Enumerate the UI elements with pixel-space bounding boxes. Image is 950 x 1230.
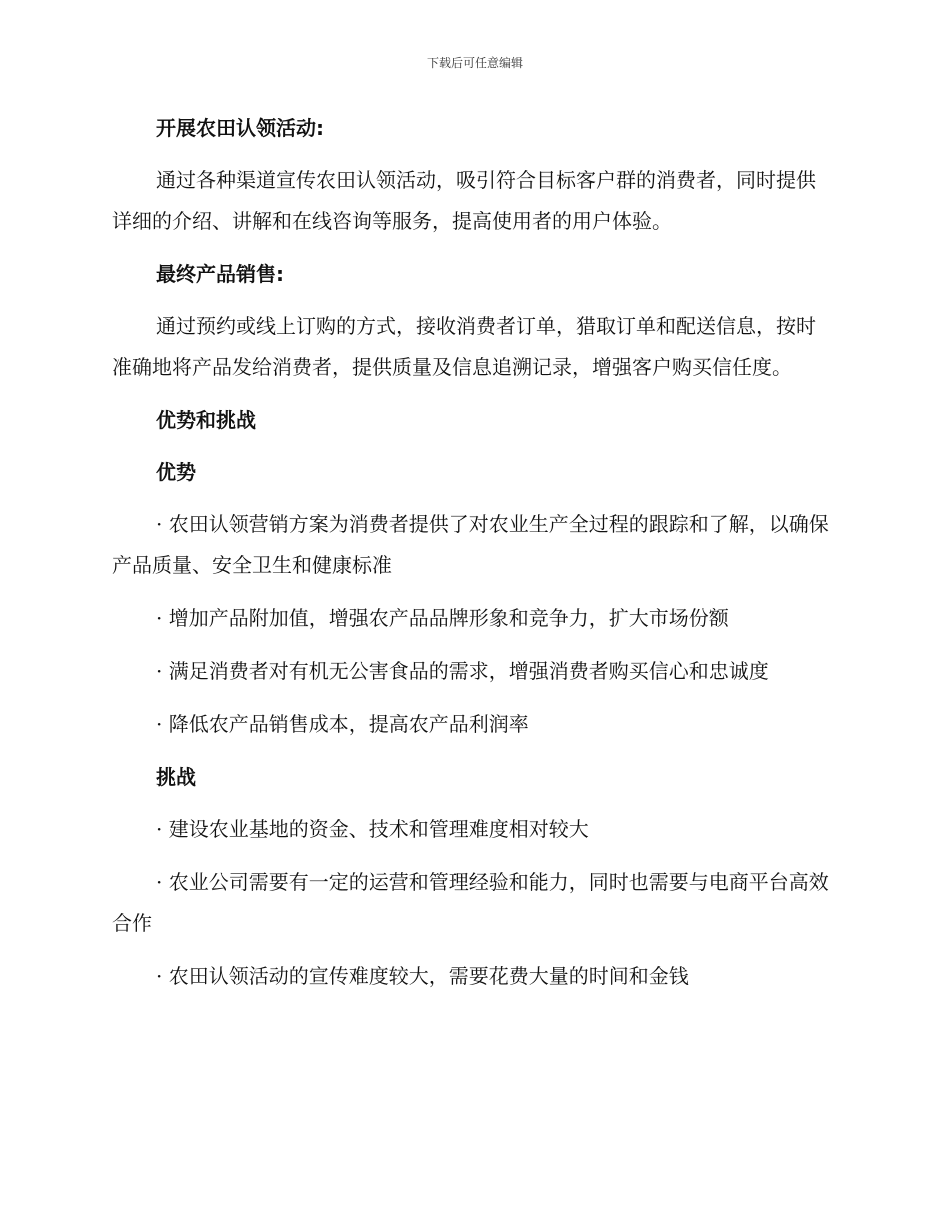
challenge-item: · 建设农业基地的资金、技术和管理难度相对较大: [156, 817, 589, 841]
section-heading-field-adoption: 开展农田认领活动:: [156, 116, 324, 140]
advantage-item: · 农田认领营销方案为消费者提供了对农业生产全过程的跟踪和了解，以确保产品质量、安全卫生和健康标准: [112, 512, 829, 577]
advantage-item: · 降低农产品销售成本，提高农产品利润率: [156, 712, 529, 736]
section-heading-final-sales: 最终产品销售:: [156, 262, 284, 286]
advantage-item: · 满足消费者对有机无公害食品的需求，增强消费者购买信心和忠诚度: [156, 659, 769, 683]
subheading-advantages: 优势: [156, 460, 196, 484]
paragraph-field-adoption: 通过各种渠道宣传农田认领活动，吸引符合目标客户群的消费者，同时提供详细的介绍、讲解和在线咨询等服务，提高使用者的用户体验。: [112, 168, 816, 233]
challenge-item: · 农田认领活动的宣传难度较大，需要花费大量的时间和金钱: [156, 964, 689, 988]
section-heading-pros-cons: 优势和挑战: [156, 408, 256, 432]
challenge-item: · 农业公司需要有一定的运营和管理经验和能力，同时也需要与电商平台高效合作: [112, 870, 829, 935]
subheading-challenges: 挑战: [156, 765, 196, 789]
advantage-item: · 增加产品附加值，增强农产品品牌形象和竞争力，扩大市场份额: [156, 606, 729, 630]
page-header: 下载后可任意编辑: [426, 56, 523, 70]
document-body: [112, 108, 832, 997]
paragraph-final-sales: 通过预约或线上订购的方式，接收消费者订单，猎取订单和配送信息，按时准确地将产品发给消费者，提供质量及信息追溯记录，增强客户购买信任度。: [112, 314, 816, 379]
